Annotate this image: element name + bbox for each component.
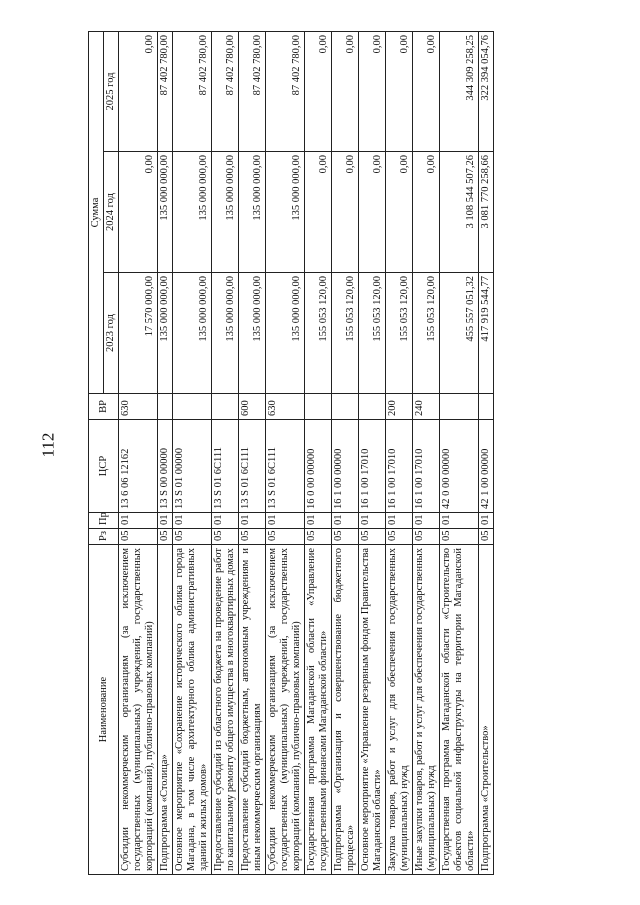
- row-rz: 05: [440, 529, 479, 545]
- row-sum-2023: 155 053 120,00: [386, 273, 413, 394]
- row-sum-2025: 87 402 780,00: [212, 31, 239, 151]
- row-pr: 01: [119, 513, 158, 529]
- page-number: 112: [38, 432, 58, 458]
- row-pr: 01: [413, 513, 440, 529]
- table-row: [332, 31, 359, 874]
- row-name: Предоставление субсидий из областного бюджета на проведение работ по капитальному ремонту общего имущества в многоквартирных домах: [212, 545, 239, 875]
- row-name: Государственная программа Магаданской области «Управление государственными финансами Магаданской области»: [305, 545, 332, 875]
- row-name: Иные закупки товаров, работ и услуг для обеспечения государственных (муниципальных) нужд: [413, 545, 440, 875]
- table-row: [266, 31, 305, 874]
- row-sum-2023: 455 557 051,32: [440, 273, 479, 394]
- header-rz: Рз: [89, 529, 119, 545]
- table-row: [479, 31, 494, 874]
- row-rz: 05: [212, 529, 239, 545]
- row-rz: 05: [332, 529, 359, 545]
- row-sum-2023: 155 053 120,00: [359, 273, 386, 394]
- header-vr: ВР: [89, 394, 119, 420]
- budget-table: [88, 31, 494, 875]
- row-vr: 630: [119, 394, 158, 420]
- row-csr: 13 S 01 6С111: [239, 420, 266, 513]
- row-rz: 05: [305, 529, 332, 545]
- row-sum-2025: 0,00: [386, 31, 413, 151]
- row-sum-2023: 135 000 000,00: [266, 273, 305, 394]
- row-vr: [158, 394, 173, 420]
- row-rz: 05: [239, 529, 266, 545]
- header-2023: 2023 год: [104, 273, 119, 394]
- row-sum-2023: 135 000 000,00: [158, 273, 173, 394]
- row-rz: 05: [386, 529, 413, 545]
- row-csr: 16 1 00 17010: [386, 420, 413, 513]
- row-rz: 05: [158, 529, 173, 545]
- row-sum-2023: 135 000 000,00: [212, 273, 239, 394]
- row-sum-2024: 135 000 000,00: [173, 152, 212, 273]
- table-row: [440, 31, 479, 874]
- row-pr: 01: [440, 513, 479, 529]
- row-name: Закупка товаров, работ и услуг для обеспечения государственных (муниципальных) нужд: [386, 545, 413, 875]
- row-csr: 13 S 01 6С111: [212, 420, 239, 513]
- row-sum-2023: 135 000 000,00: [239, 273, 266, 394]
- row-pr: 01: [386, 513, 413, 529]
- row-name: Подпрограмма «Столица»: [158, 545, 173, 875]
- row-rz: 05: [173, 529, 212, 545]
- row-pr: 01: [332, 513, 359, 529]
- budget-table-rotated: [88, 32, 598, 875]
- table-row: [359, 31, 386, 874]
- header-pr: Пр: [89, 513, 119, 529]
- row-vr: 240: [413, 394, 440, 420]
- row-rz: 05: [359, 529, 386, 545]
- row-sum-2023: 155 053 120,00: [413, 273, 440, 394]
- table-row: [239, 31, 266, 874]
- row-sum-2024: 0,00: [359, 152, 386, 273]
- row-csr: 13 S 01 00000: [173, 420, 212, 513]
- row-sum-2025: 87 402 780,00: [266, 31, 305, 151]
- row-sum-2024: 0,00: [119, 152, 158, 273]
- row-pr: 01: [266, 513, 305, 529]
- row-name: Подпрограмма «Строительство»: [479, 545, 494, 875]
- header-2025: 2025 год: [104, 31, 119, 151]
- row-vr: 630: [266, 394, 305, 420]
- row-vr: 200: [386, 394, 413, 420]
- row-name: Субсидии некоммерческим организациям (за исключением государственных (муниципальных) учреждений, государственных корпораций (компаний), публично-правовых компаний): [119, 545, 158, 875]
- row-sum-2025: 322 394 054,76: [479, 31, 494, 151]
- row-sum-2024: 135 000 000,00: [239, 152, 266, 273]
- row-name: Субсидии некоммерческим организациям (за исключением государственных (муниципальных) учреждений, государственных корпораций (компаний), публично-правовых компаний): [266, 545, 305, 875]
- row-csr: 13 6 06 12162: [119, 420, 158, 513]
- row-sum-2025: 0,00: [305, 31, 332, 151]
- row-sum-2024: 135 000 000,00: [212, 152, 239, 273]
- row-pr: 01: [305, 513, 332, 529]
- row-vr: 600: [239, 394, 266, 420]
- header-csr: ЦСР: [89, 420, 119, 513]
- row-sum-2024: 0,00: [332, 152, 359, 273]
- table-row: [305, 31, 332, 874]
- row-name: Основное мероприятие «Сохранение исторического облика города Магадана, в том числе архитектурного облика административных зданий и жилых домов»: [173, 545, 212, 875]
- row-pr: 01: [239, 513, 266, 529]
- row-csr: 13 S 01 6С111: [266, 420, 305, 513]
- row-sum-2023: 417 919 544,77: [479, 273, 494, 394]
- row-name: Подпрограмма «Организация и совершенствование бюджетного процесса»: [332, 545, 359, 875]
- row-pr: 01: [173, 513, 212, 529]
- row-pr: 01: [212, 513, 239, 529]
- row-sum-2023: 155 053 120,00: [305, 273, 332, 394]
- row-csr: 42 0 00 00000: [440, 420, 479, 513]
- row-sum-2025: 0,00: [359, 31, 386, 151]
- table-body: [119, 31, 494, 874]
- row-rz: 05: [119, 529, 158, 545]
- row-vr: [173, 394, 212, 420]
- row-sum-2025: 87 402 780,00: [173, 31, 212, 151]
- row-csr: 16 1 00 00000: [332, 420, 359, 513]
- row-sum-2023: 155 053 120,00: [332, 273, 359, 394]
- row-sum-2024: 3 108 544 507,26: [440, 152, 479, 273]
- row-csr: 42 1 00 00000: [479, 420, 494, 513]
- table-row: [173, 31, 212, 874]
- row-csr: 16 1 00 17010: [359, 420, 386, 513]
- row-sum-2025: 0,00: [413, 31, 440, 151]
- row-sum-2025: 87 402 780,00: [158, 31, 173, 151]
- header-2024: 2024 год: [104, 152, 119, 273]
- row-sum-2025: 344 309 258,25: [440, 31, 479, 151]
- table-row: [158, 31, 173, 874]
- row-vr: [332, 394, 359, 420]
- row-name: Государственная программа Магаданской области «Строительство объектов социальной инфраструктуры на территории Магаданской области»: [440, 545, 479, 875]
- row-sum-2024: 0,00: [413, 152, 440, 273]
- row-sum-2023: 135 000 000,00: [173, 273, 212, 394]
- row-vr: [359, 394, 386, 420]
- row-sum-2024: 0,00: [305, 152, 332, 273]
- header-name: Наименование: [89, 545, 119, 875]
- row-rz: 05: [413, 529, 440, 545]
- row-rz: 05: [266, 529, 305, 545]
- table-row: [386, 31, 413, 874]
- table-row: [119, 31, 158, 874]
- row-sum-2023: 17 570 000,00: [119, 273, 158, 394]
- row-vr: [479, 394, 494, 420]
- row-pr: 01: [359, 513, 386, 529]
- row-name: Предоставление субсидий бюджетным, автономным учреждениям и иным некоммерческим организациям: [239, 545, 266, 875]
- row-rz: 05: [479, 529, 494, 545]
- row-sum-2024: 135 000 000,00: [158, 152, 173, 273]
- row-name: Основное мероприятие «Управление резервным фондом Правительства Магаданской области»: [359, 545, 386, 875]
- row-csr: 16 0 00 00000: [305, 420, 332, 513]
- row-sum-2025: 0,00: [332, 31, 359, 151]
- row-vr: [440, 394, 479, 420]
- row-csr: 16 1 00 17010: [413, 420, 440, 513]
- row-pr: 01: [479, 513, 494, 529]
- row-vr: [305, 394, 332, 420]
- table-row: [413, 31, 440, 874]
- row-sum-2024: 135 000 000,00: [266, 152, 305, 273]
- table-row: [212, 31, 239, 874]
- row-vr: [212, 394, 239, 420]
- row-sum-2025: 87 402 780,00: [239, 31, 266, 151]
- row-sum-2024: 0,00: [386, 152, 413, 273]
- row-sum-2024: 3 081 770 258,66: [479, 152, 494, 273]
- row-pr: 01: [158, 513, 173, 529]
- header-sum: Сумма: [89, 31, 104, 393]
- row-sum-2025: 0,00: [119, 31, 158, 151]
- row-csr: 13 S 00 00000: [158, 420, 173, 513]
